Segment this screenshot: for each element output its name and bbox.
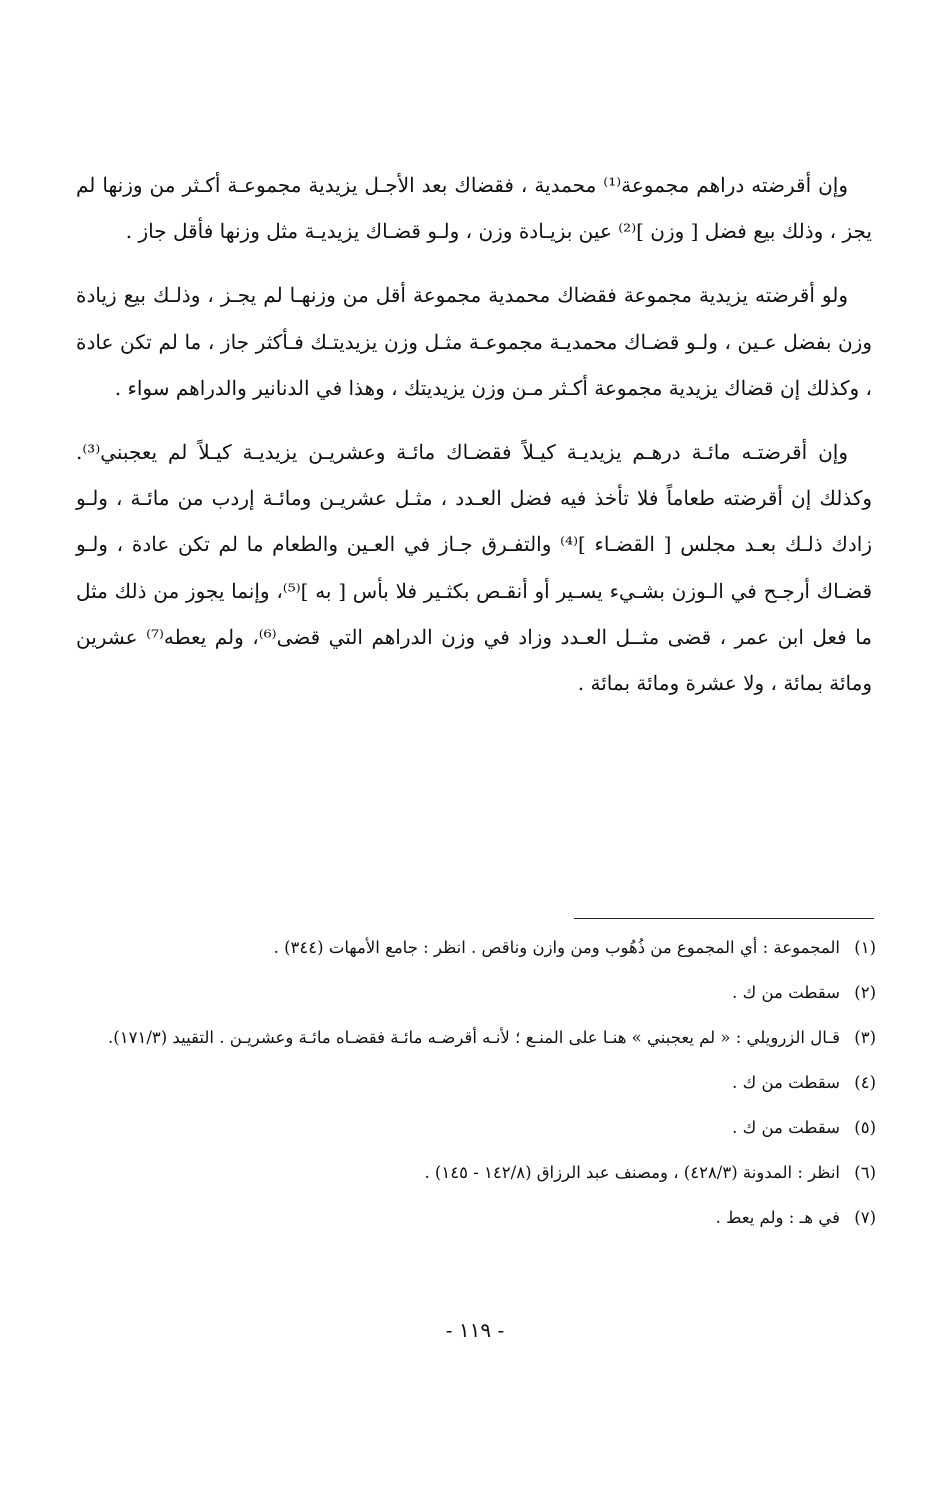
footnote-number: (١)	[854, 938, 876, 957]
main-text	[76, 162, 872, 706]
footnote-text: المجموعة : أي المجموع من ذُهُوب ومن وازن وناقص . انظر : جامع الأمهات (٣٤٤) .	[273, 938, 840, 957]
footnote-item	[76, 1112, 876, 1143]
footnote-item	[76, 1022, 876, 1053]
paragraph: وإن أقرضتـه مائـة درهـم يزيديـة كيـلاً فقضـاك مائـة وعشريـن يزيديـة كيـلاً لم يعجبني⁽³⁾. وكذلك إن أقرضته طعاماً فلا تأخذ فيه فضل العـدد ، مثـل عشريـن ومائـة إردب من مائـة ، ولـو زادك ذلـك بعـد مجلس [ القضـاء ]⁽⁴⁾ والتفـرق جـاز في العـين والطعام ما لم تكن عادة ، ولـو قضـاك أرجـح في الـوزن بشـيء يسـير أو أنقـص بكثـير فلا بأس [ به ]⁽⁵⁾، وإنما يجوز من ذلك مثل ما فعل ابن عمر ، قضى مثــل العـدد وزاد في وزن الدراهم التي قضى⁽⁶⁾، ولم يعطه⁽⁷⁾ عشرين ومائة بمائة ، ولا عشرة ومائة بمائة .	[76, 440, 873, 696]
footnote-text: سقطت من ك .	[732, 983, 840, 1002]
paragraph: وإن أقرضته دراهم مجموعة⁽¹⁾ محمدية ، فقضاك بعد الأجـل يزيدية مجموعـة أكـثر من وزنها لم يجز ، وذلك بيع فضل [ وزن ]⁽²⁾ عين بزيـادة وزن ، ولـو قضـاك يزيديـة مثل وزنها فأقل جاز .	[76, 173, 872, 244]
footnote-item	[76, 1067, 876, 1098]
footnote-text: سقطت من ك .	[732, 1118, 840, 1137]
page-number: - ١١٩ -	[445, 1318, 505, 1342]
footnote-number: (٦)	[854, 1163, 876, 1182]
footnote-item	[76, 932, 876, 963]
footnote-text: في هـ : ولم يعط .	[715, 1208, 840, 1227]
footnote-text: انظر : المدونة (٤٢٨/٣) ، ومصنف عبد الرزاق (١٤٢/٨ - ١٤٥) .	[424, 1163, 840, 1182]
footnote-number: (٢)	[854, 983, 876, 1002]
footnote-number: (٤)	[854, 1073, 876, 1092]
footnote-text: قـال الزرويلي : « لم يعجبني » هنـا على المنـع ؛ لأنـه أقرضـه مائـة فقضـاه مائـة وعشريـن . التقييد (١٧١/٣).	[108, 1028, 840, 1047]
footnote-separator	[574, 918, 874, 919]
footnote-text: سقطت من ك .	[732, 1073, 840, 1092]
footnote-number: (٥)	[854, 1118, 876, 1137]
footnote-item	[76, 977, 876, 1008]
footnote-number: (٧)	[854, 1208, 876, 1227]
footnote-item	[76, 1202, 876, 1233]
paragraph: ولو أقرضته يزيدية مجموعة فقضاك محمدية مجموعة أقل من وزنهـا لم يجـز ، وذلـك بيع زيادة وزن بفضل عـين ، ولـو قضـاك محمديـة مجموعـة مثـل وزن يزيديتـك فـأكثر جاز ، ما لم تكن عادة ، وكذلك إن قضاك يزيدية مجموعة أكـثر مـن وزن يزيديتك ، وهذا في الدنانير والدراهم سواء .	[76, 283, 872, 400]
footnotes	[76, 932, 876, 1247]
footnote-number: (٣)	[854, 1028, 876, 1047]
footnote-item	[76, 1157, 876, 1188]
